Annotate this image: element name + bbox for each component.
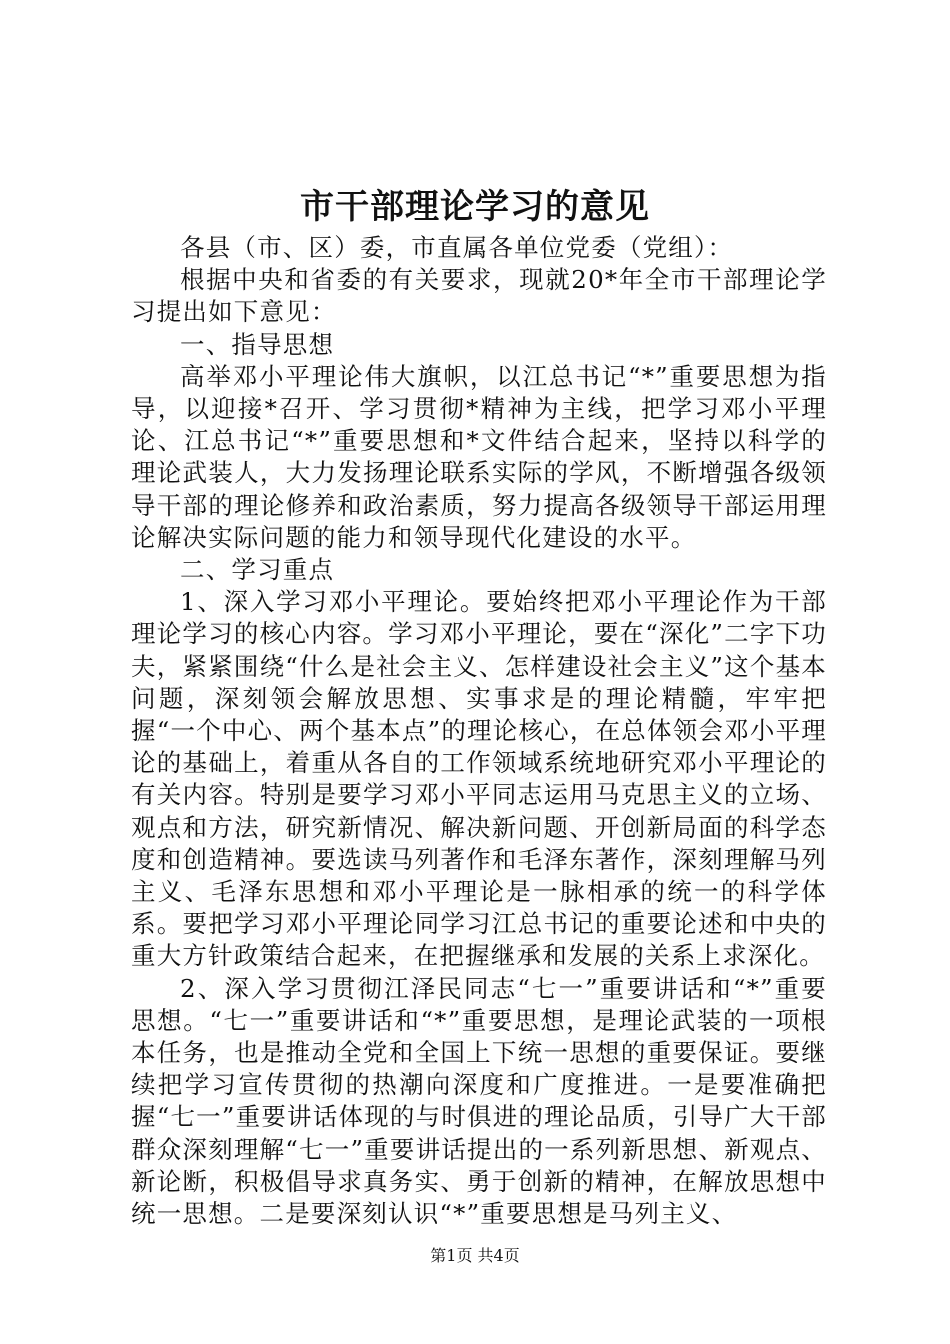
section-heading-study-focus: 二、学习重点 bbox=[180, 555, 335, 585]
paragraph-intro: 根据中央和省委的有关要求，现就20*年全市干部理论学习提出如下意见： bbox=[131, 265, 827, 327]
page-number-footer: 第1页 共4页 bbox=[430, 1246, 520, 1265]
page-title: 市干部理论学习的意见 bbox=[300, 187, 650, 227]
paragraph-guiding-ideology: 高举邓小平理论伟大旗帜，以江总书记“*”重要思想为指导，以迎接*召开、学习贯彻*精神为主线，把学习邓小平理论、江总书记“*”重要思想和*文件结合起来，坚持以科学的理论武装人，大力发扬理论联系实际的学风，不断增强各级领导干部的理论修养和政治素质，努力提高各级领导干部运用理论解决实际问题的能力和领导现代化建设的水平。 bbox=[131, 361, 827, 552]
document-body bbox=[131, 232, 827, 1230]
section-heading-guiding-ideology: 一、指导思想 bbox=[180, 329, 335, 359]
paragraph-study-item-1: 1、深入学习邓小平理论。要始终把邓小平理论作为干部理论学习的核心内容。学习邓小平理论，要在“深化”二字下功夫，紧紧围绕“什么是社会主义、怎样建设社会主义”这个基本问题，深刻领会解放思想、实事求是的理论精髓，牢牢把握“一个中心、两个基本点”的理论核心，在总体领会邓小平理论的基础上，着重从各自的工作领域系统地研究邓小平理论的有关内容。特别是要学习邓小平同志运用马克思主义的立场、观点和方法，研究新情况、解决新问题、开创新局面的科学态度和创造精神。要选读马列著作和毛泽东著作，深刻理解马列主义、毛泽东思想和邓小平理论是一脉相承的统一的科学体系。要把学习邓小平理论同学习江总书记的重要论述和中央的重大方针政策结合起来，在把握继承和发展的关系上求深化。 bbox=[131, 587, 827, 971]
salutation: 各县（市、区）委，市直属各单位党委（党组）： bbox=[180, 233, 734, 262]
paragraph-study-item-2: 2、深入学习贯彻江泽民同志“七一”重要讲话和“*”重要思想。“七一”重要讲话和“*”重要思想，是理论武装的一项根本任务，也是推动全党和全国上下统一思想的重要保证。要继续把学习宣传贯彻的热潮向深度和广度推进。一是要准确把握“七一”重要讲话体现的与时俱进的理论品质，引导广大干部群众深刻理解“七一”重要讲话提出的一系列新思想、新观点、新论断，积极倡导求真务实、勇于创新的精神，在解放思想中统一思想。二是要深刻认识“*”重要思想是马列主义、 bbox=[131, 973, 827, 1229]
